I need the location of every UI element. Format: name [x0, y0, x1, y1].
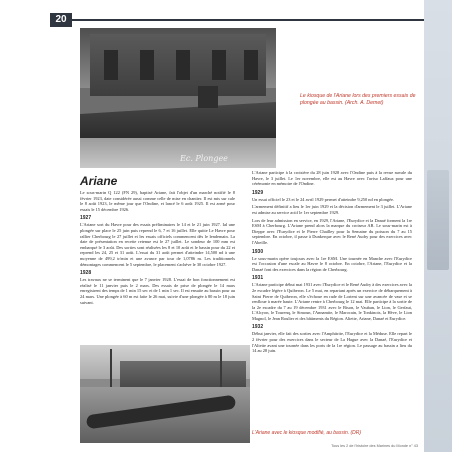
body-paragraph: Le sous-marin Q 122 (FN 29), baptisé Ariane, fait l'objet d'un marché notifié le 8 février 1923, date considérée aussi comme celle de mise en chantier. Il est mis sur cale le 8 août 1923, le même jour que l'Ondine, et lancé le 6 août 1925. Il est armé pour essais le 15 décembre 1926. — [80, 190, 235, 212]
photo-pole — [220, 349, 222, 389]
photo-window — [140, 50, 154, 80]
body-paragraph: L'Ariane participe à la croisière du 28 juin 1928 avec l'Ondine puis à la revue navale du Havre, le 3 juillet. Le 1er novembre, elle est au Havre avec l'aviso Laffaux pour une cérémonie en mémoire de l'Ondine. — [252, 170, 412, 187]
photo-window — [104, 50, 118, 80]
page-footer: Tous les 2 de l'histoire des Marines du Monde n° 43 — [331, 444, 418, 448]
body-paragraph: L'Ariane participe début mai 1931 avec l'Eurydice et le René Audry à des exercices avec la 2e escadre légère à Quiberon. Le 5 mai, en repartant après un exercice de débarquement à Saint Pierre de Quiberon, elle s'échoue en rade de Lorient sur une avancée de vase et se renfloue à marée haute. L'Ariane rentre à Cherbourg le 12 mai. Elle participe à la sortie de la 2e escadre du 7 au 19 décembre 1931 avec le Bison, le Vauban, le Lion, le Gerfaut, L'Alcyon, le Tourenq, le Simoun, l'Annamite, le Marocain, le Tonkinois, la Hève, le Lion Magnol, le Jean Roulier et des bâtiments du Région. Aliette, Ariane, Danaé et Eurydice. — [252, 282, 412, 321]
photo-signature: Ec. Plongee — [180, 154, 228, 163]
year-heading: 1932 — [252, 324, 264, 331]
body-paragraph: Début janvier, elle fait des sorties avec l'Amphitrite, l'Eurydice et la Méduse. Elle repart le 2 février pour des exercices dans le secteur de La Hague avec la Danaé, l'Eurydice et l'Aliette avant une tournée dans les ports de la 1re région. Le passage au bassin a lieu du 14 au 28 juin. — [252, 331, 412, 354]
page-number: 20 — [50, 13, 72, 27]
bottom-photo-caption: L'Ariane avec le kiosque modifié, au bassin. (DR) — [252, 430, 362, 436]
year-heading: 1931 — [252, 275, 264, 282]
body-paragraph: Un essai officiel le 23 et le 24 avril 1929 permet d'atteindre 9,250 nd en plongée. — [252, 196, 395, 202]
photo-sheds — [120, 361, 246, 387]
photo-submarine-dock — [80, 345, 250, 443]
photo-hull — [80, 98, 276, 138]
right-edge-strip — [424, 0, 452, 452]
photo-window — [176, 50, 190, 80]
body-paragraph: Le sous-marin opère toujours avec la 1re ESM. Une tournée en Manche avec l'Eurydice est l'occasion d'une escale au Havre le 8 octobre. En octobre, l'Ariane, l'Eurydice et la Danaé font des exercices dans la région de Cherbourg. — [252, 255, 412, 272]
photo-building — [90, 34, 266, 96]
photo-pole — [110, 349, 112, 389]
header-rule — [72, 19, 424, 21]
year-heading: 1928 — [80, 270, 92, 277]
year-heading: 1927 — [80, 215, 92, 222]
photo-window — [244, 50, 258, 80]
photo-water — [80, 138, 276, 168]
right-text-column — [252, 170, 412, 356]
body-paragraph: L'armement définitif a lieu le 1er juin 1929 et la décision d'armement le 3 juillet. L'Ariane est admise au service actif le 1er septembre 1929. — [252, 204, 412, 215]
body-paragraph: Lors de leur admission en service, en 1929, l'Ariane, l'Eurydice et la Danaé forment la 1re ESM à Cherbourg. L'Ariane prend alors la marque du croiseur AR. Le sous-marin est à Dieppe avec l'Eurydice et le Pierre Chailley pour la Semaine du poisson du 7 au 15 septembre. En octobre, il passe à Dunkerque avec le René Audry pour des exercices avec l'Abeille. — [252, 217, 412, 245]
side-ship-image — [427, 170, 449, 270]
left-text-column — [80, 190, 235, 307]
photo-conning-tower — [198, 86, 218, 108]
year-heading: 1930 — [252, 248, 264, 255]
photo-submarine-kiosk — [80, 28, 276, 168]
body-paragraph: Les travaux ne se terminent que le 7 janvier 1928. L'essai de bon fonctionnement est réalisé le 11 janvier puis le 2 mars. Des essais de prise de plongée le 14 mars enregistrent des temps de 1 min 15 sec et de 1 min 1 sec. Il est ensuite au bassin pour au 24 mars. Une plongée à 60 m est faite le 26 mai, suivie d'une plongée à 80 m le 18 juin suivant. — [80, 277, 235, 305]
year-heading: 1929 — [252, 189, 264, 196]
section-title: Ariane — [80, 174, 118, 188]
body-paragraph: L'Ariane sort du Havre pour des essais préliminaires le 14 et le 21 juin 1927. Ial une plongée sur place le 25 juin puis reprend le 6, 7 et 16 juillet. Elle quitte Le Havre pour rallier Cherbourg le 27 juillet et les essais officiels commencent dès le lendemain. La date de présentation en recette retenue est le 27 juillet. Le sondeur de 100 mm est embarqué le 3 août. Des sorties sont réalisées les 8 et 10 août et le bassin pour du 22 et reprend les 24, 25 et 31 août. L'essai du 31 août permet d'atteindre 14,500 nd à une moyenne de 499,2 tr/min et une avance par tour de 1,0786 m. Les traditionnels démontages commencent le 5 septembre, le placement s'achève le 30 octobre 1927. — [80, 222, 235, 267]
top-photo-caption: Le kiosque de l'Ariane lors des premiers essais de plongée au bassin. (Arch. A. Demet) — [300, 93, 416, 106]
photo-window — [212, 50, 226, 80]
